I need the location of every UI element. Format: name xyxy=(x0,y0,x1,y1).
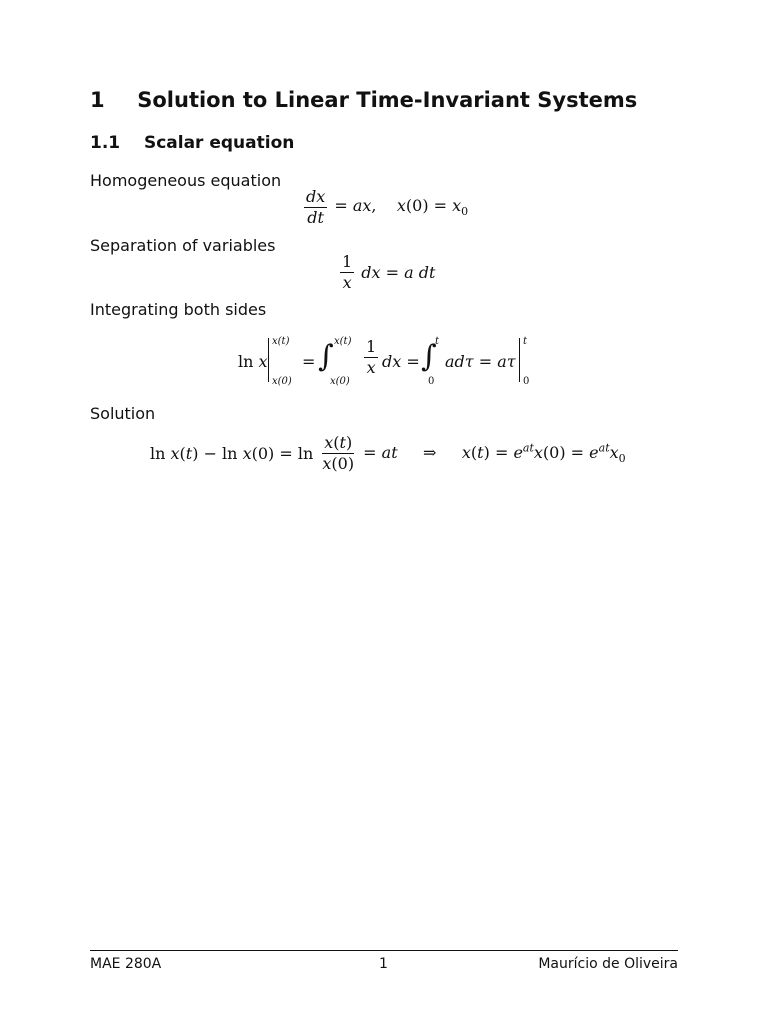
paragraph-integrating: Integrating both sides xyxy=(90,300,267,319)
section-heading xyxy=(90,88,637,112)
footer-page-number: 1 xyxy=(379,956,388,972)
section-number: 1 xyxy=(90,88,105,112)
equation-homogeneous: $\frac{dx}{dt}$ = ax, $x(0) = x_0$ xyxy=(306,187,469,227)
paragraph-solution: Solution xyxy=(90,404,156,423)
section-title: Solution to Linear Time-Invariant Systems xyxy=(137,88,638,112)
subsection-heading xyxy=(90,133,294,153)
equation-separation: $\frac{1}{x}$ dx = a dt xyxy=(342,252,436,292)
fraction-1-over-x: $\frac{1}{x}$ xyxy=(342,252,353,292)
fraction-xt-over-x0: $\frac{x(t)}{x(0)}$ xyxy=(322,433,355,473)
footer-author: Maurício de Oliveira xyxy=(538,956,678,972)
paragraph-homogeneous: Homogeneous equation xyxy=(90,171,282,190)
footer-rule xyxy=(90,950,678,951)
fraction-dx-dt: $\frac{dx}{dt}$ xyxy=(306,187,326,227)
fraction-1-over-x-integral: $\frac{1}{x}$ xyxy=(366,337,377,377)
footer-course: MAE 280A xyxy=(90,956,162,972)
subsection-title: Scalar equation xyxy=(143,133,295,153)
subsection-number: 1.1 xyxy=(90,133,121,153)
integral-sign: ∫ xyxy=(421,339,437,374)
paragraph-separation: Separation of variables xyxy=(90,236,276,255)
integral-sign: ∫ xyxy=(318,339,334,374)
equation-solution: ln x(t) − ln x(0) = ln $\frac{x(t)}{x(0)}$ = at ⇒ $x(t) = e^{at}x(0) = e^{at}x_0$ xyxy=(150,433,626,473)
